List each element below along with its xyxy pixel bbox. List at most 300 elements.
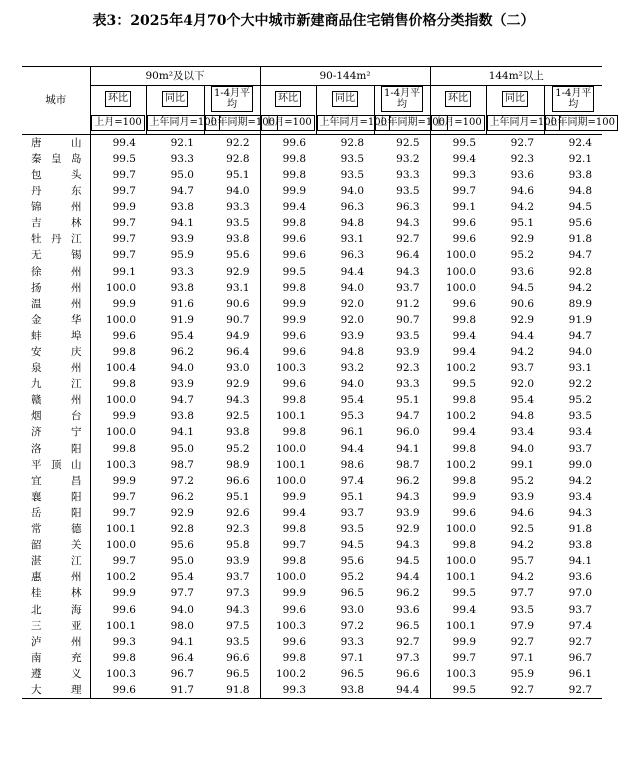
index-value: 92.9 [510,233,535,246]
table-row [22,634,602,650]
base-label-2-0: 上月=100 [430,112,486,135]
index-value: 91.2 [396,297,420,310]
base-label-2-1: 上年同月=100 [486,112,544,135]
index-value: 93.5 [510,603,535,616]
index-value: 91.9 [568,313,593,326]
index-value: 99.1 [90,264,146,280]
index-value: 96.2 [170,346,194,359]
base-label-0-1: 上年同月=100 [146,112,204,135]
index-value: 96.4 [396,249,420,262]
subheader-2-0: 环比 [430,86,486,113]
index-value: 99.6 [260,376,316,392]
index-value: 99.3 [430,167,486,183]
city-name: 洛阳 [31,442,82,455]
index-value: 99.6 [260,232,316,248]
index-value: 93.7 [340,506,365,519]
index-value: 99.5 [430,376,486,392]
index-value: 92.8 [226,152,250,165]
index-value: 93.7 [510,362,535,375]
index-value: 92.2 [226,136,250,149]
index-value: 100.2 [430,409,486,425]
table-row [22,135,602,152]
index-value: 93.3 [396,378,420,391]
index-value: 92.1 [170,136,194,149]
index-value: 100.3 [260,360,316,376]
city-name: 徐州 [31,265,82,278]
index-value: 93.5 [340,168,365,181]
table-row [22,553,602,569]
index-value: 97.2 [340,619,365,632]
index-value: 95.6 [568,217,593,230]
index-value: 99.5 [260,264,316,280]
index-value: 93.3 [170,152,194,165]
index-value: 94.2 [510,346,535,359]
city-name: 桂林 [31,587,82,600]
index-value: 93.6 [568,571,593,584]
table-row [22,505,602,521]
index-value: 99.4 [430,602,486,618]
index-value: 98.7 [396,458,420,471]
index-value: 99.4 [90,135,146,152]
index-value: 99.7 [90,215,146,231]
index-value: 96.3 [396,201,420,214]
index-value: 100.0 [430,264,486,280]
table-row [22,199,602,215]
index-value: 93.5 [396,329,420,342]
index-value: 94.0 [340,378,365,391]
city-name: 安庆 [31,346,82,359]
index-value: 92.5 [396,136,420,149]
index-value: 99.4 [260,199,316,215]
index-value: 94.1 [170,217,194,230]
index-value: 93.7 [568,442,593,455]
index-value: 100.2 [430,457,486,473]
index-value: 96.3 [340,249,365,262]
index-value: 99.8 [90,650,146,666]
index-value: 92.8 [170,523,194,536]
index-value: 92.8 [568,265,593,278]
index-value: 94.5 [568,201,593,214]
index-value: 95.6 [226,249,250,262]
index-value: 100.0 [260,570,316,586]
index-value: 94.7 [170,394,194,407]
index-value: 99.4 [430,151,486,167]
index-value: 93.1 [340,233,365,246]
index-value: 93.5 [340,523,365,536]
index-value: 91.7 [170,683,194,696]
index-value: 97.3 [226,587,250,600]
index-value: 99.8 [430,441,486,457]
index-value: 94.7 [568,329,593,342]
index-value: 99.7 [430,183,486,199]
subheader-1-0: 环比 [260,86,316,113]
table-row [22,183,602,199]
index-value: 92.7 [510,136,535,149]
city-name: 大理 [31,683,82,696]
table-row [22,425,602,441]
index-value: 92.7 [396,635,420,648]
index-value: 95.8 [226,539,250,552]
index-value: 94.1 [396,442,420,455]
index-value: 97.9 [510,619,535,632]
index-value: 94.3 [396,265,420,278]
city-name: 遵义 [31,667,82,680]
index-value: 92.8 [340,136,365,149]
index-value: 97.0 [568,587,593,600]
index-value: 100.2 [260,666,316,682]
index-value: 96.5 [226,667,250,680]
index-value: 100.1 [90,521,146,537]
index-value: 100.2 [430,360,486,376]
index-value: 99.6 [260,328,316,344]
index-value: 93.9 [340,329,365,342]
index-value: 93.3 [340,635,365,648]
index-value: 99.7 [90,183,146,199]
index-value: 93.5 [396,185,420,198]
index-value: 99.9 [260,296,316,312]
city-name: 南充 [31,651,82,664]
index-value: 92.0 [340,313,365,326]
base-label-0-0: 上月=100 [90,112,146,135]
index-value: 93.9 [396,346,420,359]
index-value: 95.6 [340,555,365,568]
index-value: 99.9 [90,473,146,489]
index-value: 95.2 [510,249,535,262]
index-value: 97.3 [396,651,420,664]
index-value: 90.7 [226,313,250,326]
index-value: 90.6 [226,297,250,310]
city-name: 湛江 [31,555,82,568]
index-value: 94.2 [510,539,535,552]
index-value: 92.5 [226,410,250,423]
index-value: 93.3 [170,265,194,278]
index-value: 99.9 [90,409,146,425]
index-value: 96.4 [226,346,250,359]
city-name: 金华 [31,313,82,326]
index-value: 99.7 [90,505,146,521]
city-name: 北海 [31,603,82,616]
base-label-0-2: 上年同期=100 [204,112,260,135]
index-value: 96.3 [340,201,365,214]
index-value: 99.0 [568,458,593,471]
city-name: 泉州 [31,362,82,375]
index-value: 93.8 [340,683,365,696]
base-label-1-2: 上年同期=100 [374,112,430,135]
index-value: 94.8 [510,410,535,423]
index-value: 93.2 [396,152,420,165]
index-value: 91.6 [170,297,194,310]
index-value: 93.5 [226,635,250,648]
index-value: 100.3 [430,666,486,682]
index-value: 95.2 [568,394,593,407]
table-title: 表3：2025年4月70个大中城市新建商品住宅销售价格分类指数（二） [92,13,535,29]
city-name: 岳阳 [31,506,82,519]
index-value: 95.4 [340,394,365,407]
index-value: 92.9 [510,313,535,326]
index-value: 99.8 [90,441,146,457]
index-value: 99.9 [430,634,486,650]
index-value: 96.6 [396,667,420,680]
index-value: 94.0 [170,603,194,616]
index-value: 94.4 [340,265,365,278]
index-value: 90.6 [510,297,535,310]
table-row [22,376,602,392]
index-value: 99.3 [90,634,146,650]
index-value: 94.6 [510,506,535,519]
index-value: 99.9 [90,199,146,215]
base-label-2-2: 上年同期=100 [544,112,602,135]
index-value: 92.2 [568,378,593,391]
index-value: 99.1 [510,458,535,471]
index-value: 99.9 [260,489,316,505]
index-value: 95.4 [510,394,535,407]
index-value: 94.8 [340,217,365,230]
base-label-1-0: 上月=100 [260,112,316,135]
table-row [22,682,602,699]
index-value: 94.0 [226,185,250,198]
index-value: 95.0 [170,555,194,568]
table-row [22,473,602,489]
index-value: 99.3 [260,682,316,699]
index-value: 99.9 [260,586,316,602]
table-row [22,248,602,264]
city-name: 包头 [31,168,82,181]
index-value: 93.2 [340,362,365,375]
city-name: 赣州 [31,394,82,407]
index-value: 93.8 [170,281,194,294]
index-value: 99.8 [260,553,316,569]
index-value: 99.6 [430,232,486,248]
index-value: 100.0 [430,280,486,296]
index-value: 94.3 [568,506,593,519]
index-value: 95.4 [170,329,194,342]
index-value: 93.6 [396,603,420,616]
table-row [22,312,602,328]
index-value: 93.3 [226,201,250,214]
index-value: 99.5 [430,586,486,602]
index-value: 92.4 [568,136,593,149]
index-value: 92.5 [510,523,535,536]
index-value: 100.0 [90,537,146,553]
index-value: 100.1 [430,570,486,586]
group-header-medium: 90-144m² [260,67,430,86]
city-name: 温州 [31,297,82,310]
table-row [22,521,602,537]
index-value: 94.3 [226,603,250,616]
index-value: 99.8 [260,215,316,231]
index-value: 94.3 [396,539,420,552]
index-value: 89.9 [568,297,593,310]
index-value: 97.7 [510,587,535,600]
index-value: 95.3 [340,410,365,423]
index-value: 99.5 [430,682,486,699]
subheader-1-2: 1-4月平均 [374,86,430,113]
index-value: 100.0 [430,248,486,264]
index-value: 100.0 [430,521,486,537]
table-row [22,393,602,409]
table-row [22,151,602,167]
city-name: 蚌埠 [31,329,82,342]
city-name: 三亚 [31,619,82,632]
index-value: 100.3 [90,457,146,473]
index-value: 93.1 [568,362,593,375]
index-value: 93.5 [226,217,250,230]
index-value: 92.3 [396,362,420,375]
city-name: 扬州 [31,281,82,294]
index-value: 94.4 [396,683,420,696]
table-row [22,586,602,602]
index-value: 95.0 [170,168,194,181]
index-value: 94.7 [170,185,194,198]
index-value: 92.6 [226,506,250,519]
city-name: 吉林 [31,217,82,230]
index-value: 100.0 [260,441,316,457]
city-name: 韶关 [31,539,82,552]
index-value: 96.7 [170,667,194,680]
index-value: 100.2 [90,570,146,586]
index-value: 94.4 [396,571,420,584]
index-value: 94.8 [568,185,593,198]
index-value: 96.5 [340,587,365,600]
index-value: 94.0 [340,185,365,198]
index-value: 99.9 [430,489,486,505]
city-name: 无锡 [31,249,82,262]
index-value: 94.1 [568,555,593,568]
index-value: 96.6 [226,651,250,664]
index-value: 90.7 [396,313,420,326]
subheader-2-2: 1-4月平均 [544,86,602,113]
index-value: 94.7 [396,410,420,423]
index-value: 99.7 [90,553,146,569]
index-value: 95.9 [510,667,535,680]
index-value: 99.8 [260,151,316,167]
index-value: 96.2 [396,587,420,600]
index-value: 95.0 [170,442,194,455]
index-value: 93.9 [510,490,535,503]
index-value: 96.4 [170,651,194,664]
index-value: 100.0 [260,473,316,489]
index-value: 93.8 [568,168,593,181]
city-name: 襄阳 [31,490,82,503]
index-value: 96.7 [568,651,593,664]
city-name: 秦皇岛 [31,152,82,165]
index-value: 99.4 [430,425,486,441]
index-value: 93.9 [226,555,250,568]
index-value: 95.1 [226,490,250,503]
index-value: 95.2 [340,571,365,584]
index-value: 94.5 [340,539,365,552]
index-value: 96.1 [568,667,593,680]
index-value: 97.1 [340,651,365,664]
index-value: 93.8 [226,426,250,439]
index-value: 100.0 [90,312,146,328]
index-value: 92.9 [170,506,194,519]
index-value: 92.7 [510,635,535,648]
base-label-1-1: 上年同月=100 [316,112,374,135]
index-value: 99.9 [90,296,146,312]
index-value: 99.8 [260,521,316,537]
index-value: 99.6 [260,135,316,152]
index-value: 96.2 [396,474,420,487]
index-value: 99.6 [430,296,486,312]
table-row [22,409,602,425]
index-value: 93.5 [340,152,365,165]
index-value: 100.3 [90,666,146,682]
index-value: 92.9 [396,523,420,536]
table-row [22,602,602,618]
index-value: 92.3 [226,523,250,536]
table-row [22,328,602,344]
city-name: 锦州 [31,201,82,214]
index-value: 99.6 [260,248,316,264]
index-value: 99.8 [260,167,316,183]
index-value: 94.3 [396,490,420,503]
index-value: 99.6 [260,602,316,618]
index-value: 92.1 [568,152,593,165]
index-value: 95.7 [510,555,535,568]
city-name: 唐山 [31,136,82,149]
index-value: 92.7 [568,635,593,648]
index-value: 99.7 [90,167,146,183]
index-value: 95.2 [510,474,535,487]
index-value: 91.8 [226,683,250,696]
index-value: 94.2 [510,201,535,214]
index-value: 98.9 [226,458,250,471]
index-value: 99.8 [90,376,146,392]
index-value: 94.4 [510,329,535,342]
index-value: 92.7 [396,233,420,246]
table-row [22,215,602,231]
index-value: 100.1 [430,618,486,634]
index-value: 97.1 [510,651,535,664]
table-row [22,167,602,183]
index-value: 97.4 [568,619,593,632]
index-value: 99.7 [260,537,316,553]
index-value: 99.9 [260,312,316,328]
index-value: 93.8 [170,201,194,214]
city-name: 牡丹江 [31,233,82,246]
index-value: 93.9 [170,233,194,246]
table-row [22,360,602,376]
index-value: 93.0 [340,603,365,616]
index-value: 99.5 [430,135,486,152]
index-value: 95.1 [226,168,250,181]
index-value: 99.6 [90,682,146,699]
index-value: 99.6 [260,634,316,650]
index-value: 94.9 [226,329,250,342]
index-value: 93.6 [510,168,535,181]
index-value: 92.9 [226,378,250,391]
index-value: 95.6 [170,539,194,552]
index-value: 94.5 [510,281,535,294]
index-value: 99.8 [430,393,486,409]
index-value: 91.8 [568,523,593,536]
index-value: 99.5 [90,151,146,167]
subheader-0-0: 环比 [90,86,146,113]
index-value: 94.3 [396,217,420,230]
index-value: 95.4 [170,571,194,584]
table-row [22,232,602,248]
index-value: 99.8 [260,393,316,409]
table-row [22,618,602,634]
city-name: 宜昌 [31,474,82,487]
table-row [22,280,602,296]
index-value: 96.6 [226,474,250,487]
index-value: 94.0 [568,346,593,359]
index-value: 93.5 [568,410,593,423]
index-value: 93.8 [568,539,593,552]
table-row [22,537,602,553]
